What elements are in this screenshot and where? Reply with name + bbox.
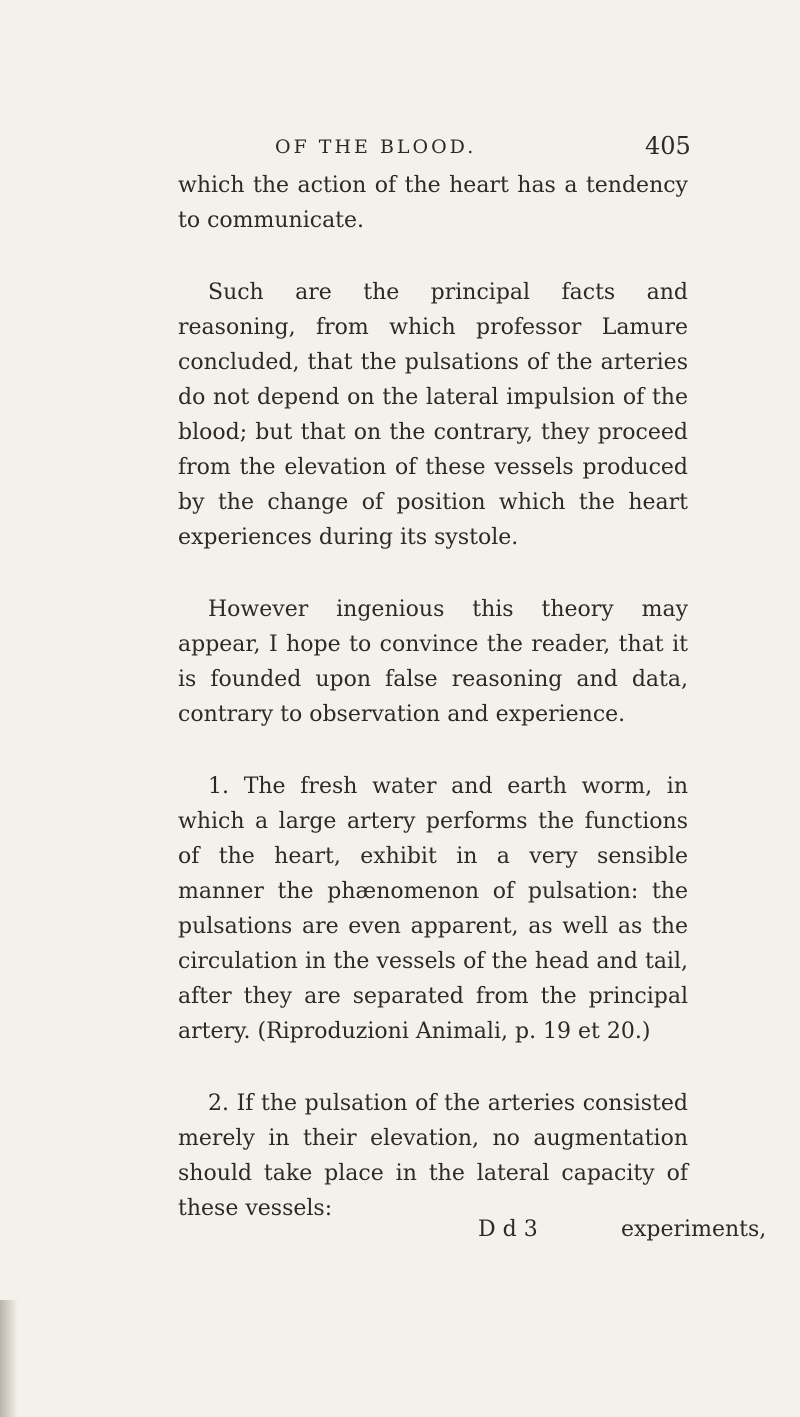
signature-mark: D d 3 bbox=[478, 1217, 538, 1242]
catchline bbox=[178, 1212, 767, 1247]
paragraph-lamure-conclusion: Such are the principal facts and reasoning, from which professor Lamure concluded, that the pulsations of the arteries do not depend on the lateral impulsion of the blood; but that on the contrary, they proceed from the elevation of these vessels produced by the change of position which the heart experiences during its systole. bbox=[178, 280, 688, 550]
paragraph-objection: However ingenious this theory may appear, I hope to convince the reader, that it is founded upon false reasoning and data, contrary to observation and experience. bbox=[178, 597, 688, 727]
paragraph-point-2: 2. If the pulsation of the arteries consisted merely in their elevation, no augmentation should take place in the lateral capacity of these vessels: bbox=[178, 1091, 688, 1221]
running-head: OF THE BLOOD. bbox=[275, 136, 477, 158]
paragraph-point-1: 1. The fresh water and earth worm, in which a large artery performs the functions of the heart, exhibit in a very sensible manner the phænomenon of pulsation: the pulsations are even apparent, as well as the circulation in the vessels of the head and tail, after they are separated from the principal artery. (Riproduzioni Animali, p. 19 et 20.) bbox=[178, 774, 688, 1044]
catchword: experiments, bbox=[621, 1217, 767, 1242]
paragraph-continuation: which the action of the heart has a tendency to communicate. bbox=[178, 173, 688, 233]
body-text bbox=[178, 168, 688, 1263]
page-number: 405 bbox=[645, 132, 691, 160]
page-edge-shadow bbox=[0, 1300, 18, 1417]
